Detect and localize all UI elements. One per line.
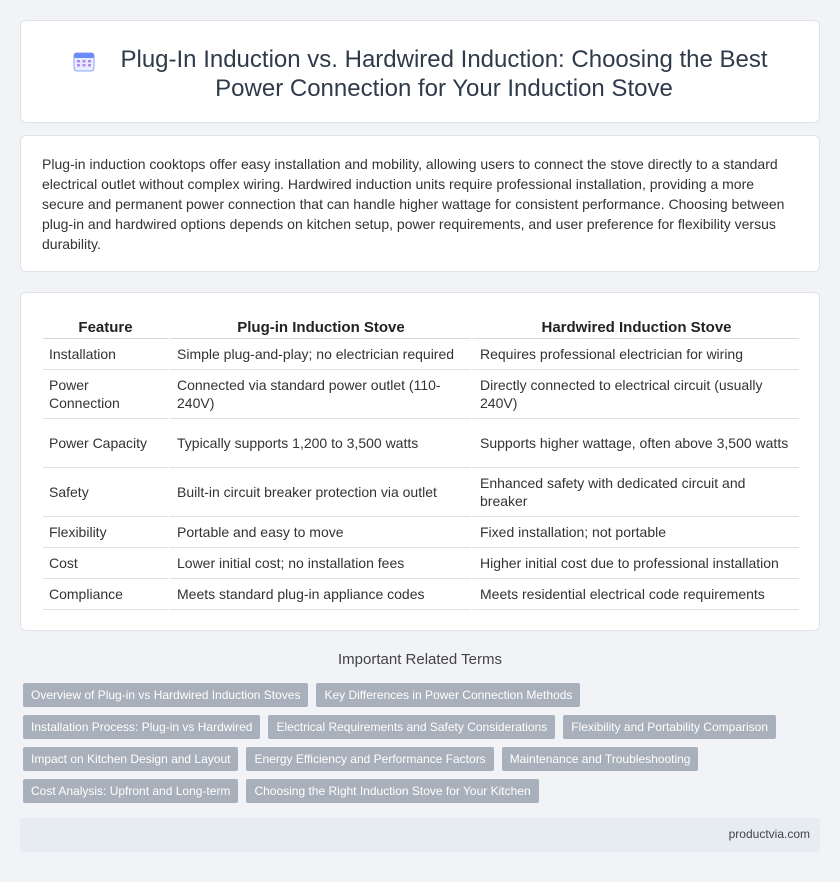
table-cell-feature: Installation — [43, 339, 168, 370]
footer — [20, 818, 820, 852]
intro-card — [20, 135, 820, 272]
column-header-feature: Feature — [43, 311, 168, 339]
column-header-hardwired: Hardwired Induction Stove — [471, 311, 799, 339]
comparison-table-card — [20, 292, 820, 631]
related-term-tag[interactable]: Energy Efficiency and Performance Factors — [246, 747, 493, 771]
related-term-tag[interactable]: Electrical Requirements and Safety Considerations — [268, 715, 555, 739]
title-line-1: Plug-In Induction vs. Hardwired Induction: Choosing the Best — [120, 46, 768, 73]
table-cell-feature: Cost — [43, 548, 168, 579]
table-row — [43, 468, 799, 517]
calendar-icon — [72, 49, 96, 73]
table-cell-hardwired: Supports higher wattage, often above 3,500 watts — [471, 419, 799, 468]
table-cell-hardwired: Fixed installation; not portable — [471, 517, 799, 548]
table-cell-plug-in: Connected via standard power outlet (110-240V) — [168, 370, 471, 419]
table-header-row — [43, 311, 799, 339]
related-term-tag[interactable]: Overview of Plug-in vs Hardwired Induction Stoves — [23, 683, 308, 707]
related-term-tag[interactable]: Key Differences in Power Connection Methods — [316, 683, 580, 707]
table-cell-plug-in: Built-in circuit breaker protection via outlet — [168, 468, 471, 517]
table-cell-feature: Safety — [43, 468, 168, 517]
related-term-tag[interactable]: Impact on Kitchen Design and Layout — [23, 747, 238, 771]
related-term-tag[interactable]: Maintenance and Troubleshooting — [502, 747, 699, 771]
related-term-tag[interactable]: Cost Analysis: Upfront and Long-term — [23, 779, 238, 803]
related-terms-list — [23, 683, 823, 811]
table-row — [43, 339, 799, 370]
footer-site-link[interactable]: productvia.com — [728, 827, 810, 841]
related-term-tag[interactable]: Flexibility and Portability Comparison — [563, 715, 776, 739]
related-terms-title: Important Related Terms — [338, 651, 502, 668]
page-title — [120, 45, 767, 103]
table-row — [43, 579, 799, 610]
title-line-2: Power Connection for Your Induction Stove — [215, 75, 673, 102]
table-row — [43, 419, 799, 468]
table-cell-plug-in: Meets standard plug-in appliance codes — [168, 579, 471, 610]
header-card — [20, 20, 820, 123]
table-cell-hardwired: Higher initial cost due to professional installation — [471, 548, 799, 579]
column-header-plug-in: Plug-in Induction Stove — [168, 311, 471, 339]
table-row — [43, 370, 799, 419]
table-cell-hardwired: Requires professional electrician for wiring — [471, 339, 799, 370]
related-term-tag[interactable]: Installation Process: Plug-in vs Hardwired — [23, 715, 260, 739]
table-cell-feature: Flexibility — [43, 517, 168, 548]
table-cell-feature: Power Connection — [43, 370, 168, 419]
table-cell-feature: Compliance — [43, 579, 168, 610]
table-cell-hardwired: Meets residential electrical code requirements — [471, 579, 799, 610]
table-cell-plug-in: Typically supports 1,200 to 3,500 watts — [168, 419, 471, 468]
table-cell-plug-in: Simple plug-and-play; no electrician required — [168, 339, 471, 370]
table-cell-feature: Power Capacity — [43, 419, 168, 468]
comparison-table — [43, 311, 799, 610]
table-cell-plug-in: Portable and easy to move — [168, 517, 471, 548]
table-row — [43, 517, 799, 548]
intro-paragraph: Plug-in induction cooktops offer easy installation and mobility, allowing users to connect the stove directly to a standard electrical outlet without complex wiring. Hardwired induction units require professional installation, providing a more secure and permanent power connection that can handle higher wattage for consistent performance. Choosing between plug-in and hardwired options depends on kitchen setup, power requirements, and user preference for flexibility versus durability. — [42, 156, 785, 252]
table-row — [43, 548, 799, 579]
table-cell-plug-in: Lower initial cost; no installation fees — [168, 548, 471, 579]
table-cell-hardwired: Enhanced safety with dedicated circuit and breaker — [471, 468, 799, 517]
related-term-tag[interactable]: Choosing the Right Induction Stove for Your Kitchen — [246, 779, 538, 803]
table-cell-hardwired: Directly connected to electrical circuit (usually 240V) — [471, 370, 799, 419]
